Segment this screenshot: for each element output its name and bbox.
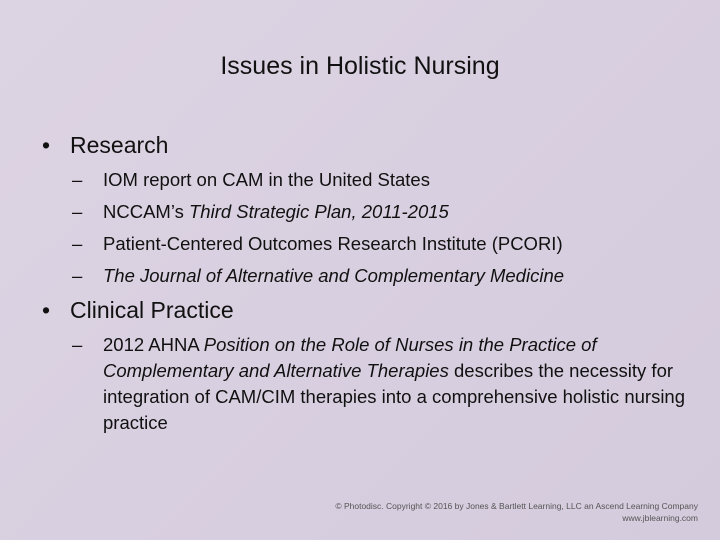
credit-line: © Photodisc. Copyright © 2016 by Jones & Bartlett Learning, LLC an Ascend Learning Company (335, 501, 698, 511)
dash-glyph: – (72, 334, 83, 355)
bullet-clinical-practice (42, 297, 234, 324)
sub-item-text (103, 199, 687, 225)
sub-item (72, 332, 687, 436)
slide-title: Issues in Holistic Nursing (220, 52, 500, 80)
sub-item-text (103, 332, 687, 436)
text-part: NCCAM’s (103, 201, 189, 222)
text-part: Patient-Centered Outcomes Research Institute (PCORI) (103, 233, 563, 254)
sub-item (72, 199, 687, 225)
bullet-label: Clinical Practice (70, 297, 234, 323)
text-part: IOM report on CAM in the United States (103, 169, 430, 190)
bullet-dot: • (42, 132, 51, 158)
sub-item (72, 167, 687, 193)
dash-glyph: – (72, 169, 83, 190)
bullet-label: Research (70, 132, 169, 158)
sub-item-text (103, 231, 687, 257)
text-part: describes the necessity for integration of CAM/CIM therapies into a comprehensive holistic nursing practice (103, 360, 686, 433)
dash-glyph: – (72, 201, 83, 222)
sub-item-text (103, 263, 687, 289)
credit-url: www.jblearning.com (622, 513, 698, 523)
sub-item-text (103, 167, 687, 193)
copyright-credit (335, 500, 698, 524)
text-part-italic: Third Strategic Plan, 2011-2015 (189, 201, 449, 222)
sub-item (72, 263, 687, 289)
bullet-research (42, 132, 168, 159)
text-part-italic: The Journal of Alternative and Complementary Medicine (103, 265, 565, 286)
text-part-italic: Position on the Role of Nurses in the Practice of Complementary and Alternative Therapies (103, 334, 597, 381)
dash-glyph: – (72, 233, 83, 254)
bullet-dot: • (42, 297, 51, 323)
sub-item (72, 231, 687, 257)
dash-glyph: – (72, 265, 83, 286)
text-part: 2012 AHNA (103, 334, 204, 355)
